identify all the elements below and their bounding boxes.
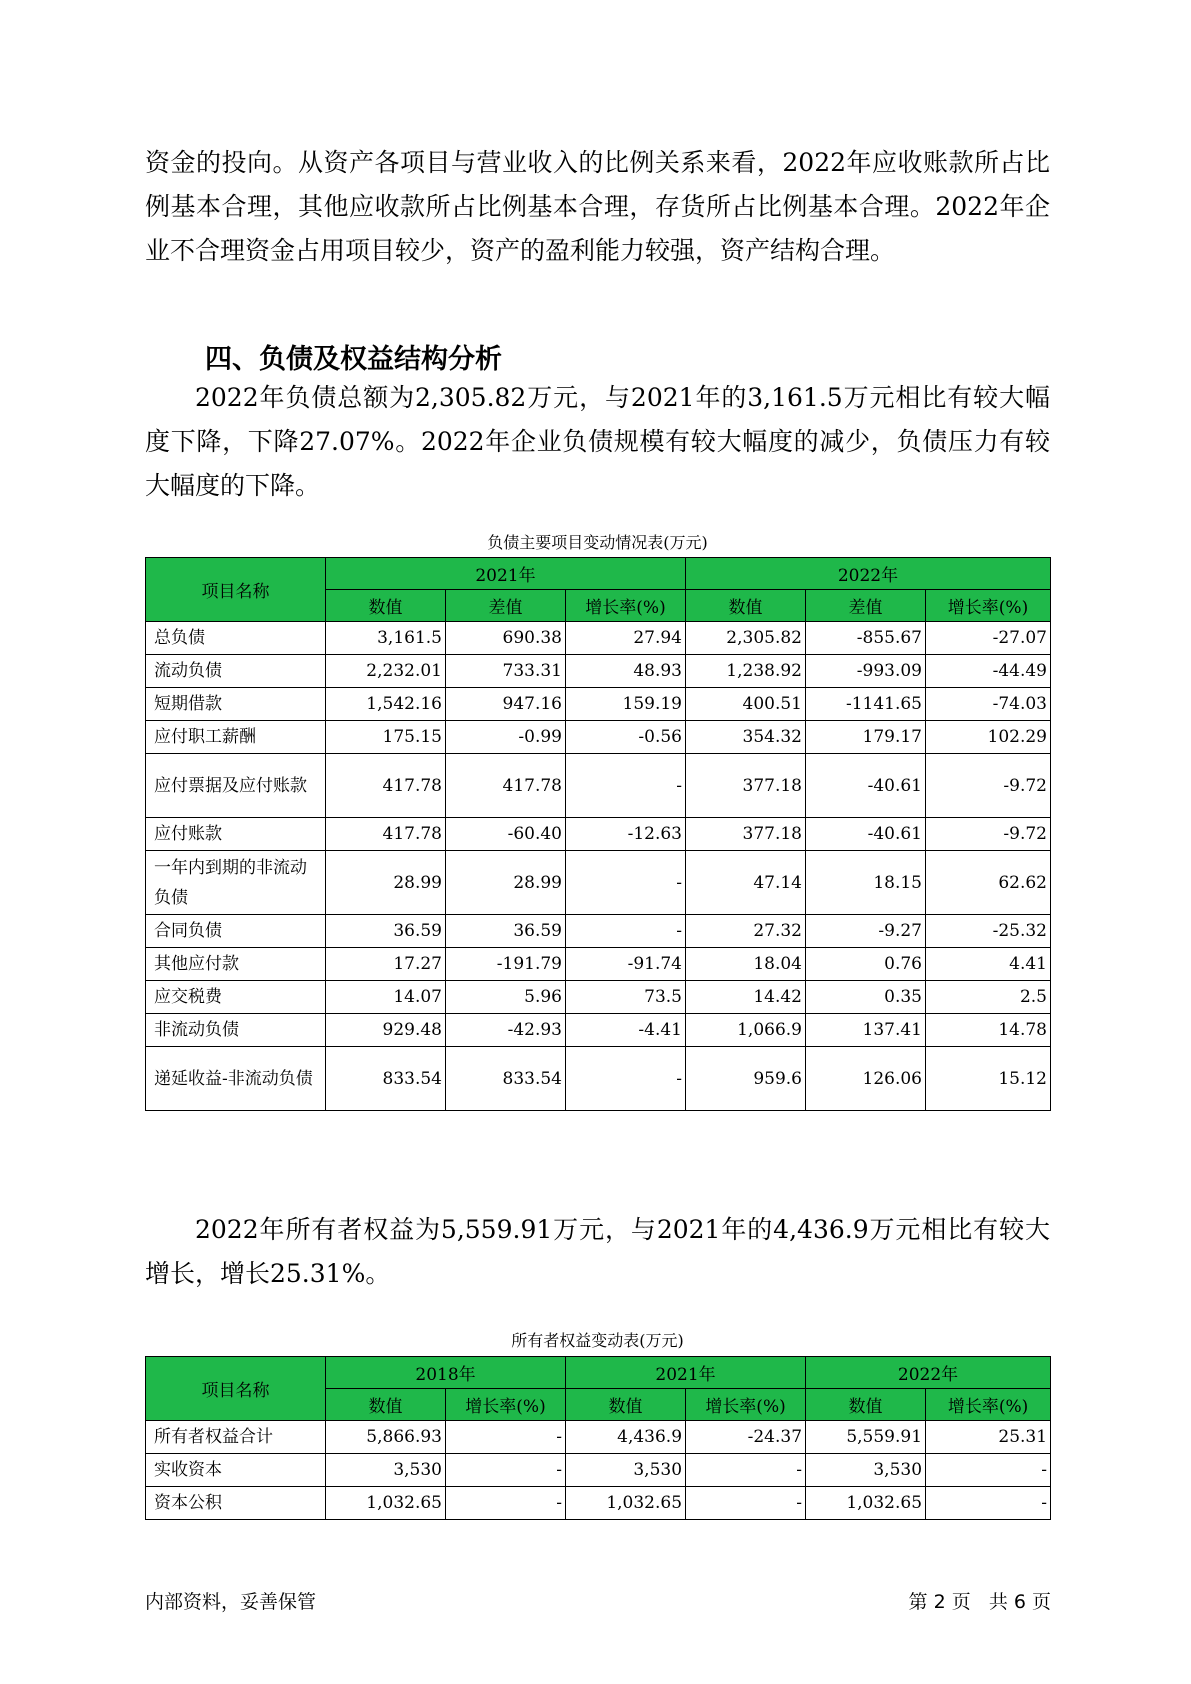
cell-rate: - xyxy=(566,851,686,915)
cell-rate: - xyxy=(446,1487,566,1520)
header-year-2022: 2022年 xyxy=(686,558,1051,590)
cell-diff: 18.15 xyxy=(806,851,926,915)
cell-rate: -74.03 xyxy=(926,688,1051,721)
cell-rate: 62.62 xyxy=(926,851,1051,915)
header-year-2021: 2021年 xyxy=(566,1357,806,1389)
table-row xyxy=(146,622,1051,655)
cell-diff: 690.38 xyxy=(446,622,566,655)
cell-value: 417.78 xyxy=(326,818,446,851)
row-name: 流动负债 xyxy=(146,655,326,688)
row-name: 一年内到期的非流动负债 xyxy=(146,851,326,915)
cell-rate: - xyxy=(566,1047,686,1111)
cell-rate: -44.49 xyxy=(926,655,1051,688)
cell-rate: 2.5 xyxy=(926,981,1051,1014)
row-name: 合同负债 xyxy=(146,915,326,948)
cell-diff: 417.78 xyxy=(446,754,566,818)
cell-rate: -9.72 xyxy=(926,818,1051,851)
header-value: 数值 xyxy=(326,1389,446,1421)
table-row xyxy=(146,1047,1051,1111)
cell-value: 1,066.9 xyxy=(686,1014,806,1047)
header-item-name: 项目名称 xyxy=(146,1357,326,1421)
row-name: 非流动负债 xyxy=(146,1014,326,1047)
cell-value: 417.78 xyxy=(326,754,446,818)
cell-value: 3,530 xyxy=(806,1454,926,1487)
cell-value: 28.99 xyxy=(326,851,446,915)
header-value: 数值 xyxy=(806,1389,926,1421)
cell-diff: 0.35 xyxy=(806,981,926,1014)
header-year-2022: 2022年 xyxy=(806,1357,1051,1389)
footer-confidential-note: 内部资料，妥善保管 xyxy=(145,1591,317,1613)
row-name: 总负债 xyxy=(146,622,326,655)
header-rate: 增长率(%) xyxy=(446,1389,566,1421)
row-name: 短期借款 xyxy=(146,688,326,721)
cell-value: 17.27 xyxy=(326,948,446,981)
cell-value: 3,530 xyxy=(326,1454,446,1487)
row-name: 实收资本 xyxy=(146,1454,326,1487)
table-row xyxy=(146,721,1051,754)
header-year-2021: 2021年 xyxy=(326,558,686,590)
cell-value: 14.07 xyxy=(326,981,446,1014)
cell-rate: - xyxy=(566,754,686,818)
row-name: 其他应付款 xyxy=(146,948,326,981)
cell-diff: -855.67 xyxy=(806,622,926,655)
cell-diff: 0.76 xyxy=(806,948,926,981)
header-rate: 增长率(%) xyxy=(566,590,686,622)
cell-diff: -60.40 xyxy=(446,818,566,851)
paragraph-liabilities: 2022年负债总额为2,305.82万元，与2021年的3,161.5万元相比有较大幅度下降，下降27.07%。2022年企业负债规模有较大幅度的减少，负债压力有较大幅度的下降。 xyxy=(145,383,1050,500)
cell-value: 1,542.16 xyxy=(326,688,446,721)
cell-rate: - xyxy=(926,1487,1051,1520)
table1-caption: 负债主要项目变动情况表(万元) xyxy=(487,533,708,552)
table-row xyxy=(146,948,1051,981)
table-row xyxy=(146,1487,1051,1520)
cell-rate: 4.41 xyxy=(926,948,1051,981)
cell-value: 377.18 xyxy=(686,754,806,818)
header-rate: 增长率(%) xyxy=(686,1389,806,1421)
row-name: 递延收益-非流动负债 xyxy=(146,1047,326,1111)
cell-diff: -0.99 xyxy=(446,721,566,754)
cell-diff: -993.09 xyxy=(806,655,926,688)
cell-value: 929.48 xyxy=(326,1014,446,1047)
row-name: 应付票据及应付账款 xyxy=(146,754,326,818)
header-value: 数值 xyxy=(326,590,446,622)
cell-diff: -9.27 xyxy=(806,915,926,948)
table2-caption: 所有者权益变动表(万元) xyxy=(511,1331,684,1350)
cell-value: 3,161.5 xyxy=(326,622,446,655)
cell-rate: 25.31 xyxy=(926,1421,1051,1454)
header-item-name: 项目名称 xyxy=(146,558,326,622)
cell-rate: -24.37 xyxy=(686,1421,806,1454)
cell-value: 4,436.9 xyxy=(566,1421,686,1454)
cell-diff: -1141.65 xyxy=(806,688,926,721)
cell-value: 2,232.01 xyxy=(326,655,446,688)
cell-rate: -25.32 xyxy=(926,915,1051,948)
cell-diff: -42.93 xyxy=(446,1014,566,1047)
row-name: 应交税费 xyxy=(146,981,326,1014)
cell-rate: - xyxy=(566,915,686,948)
cell-rate: 48.93 xyxy=(566,655,686,688)
cell-value: 377.18 xyxy=(686,818,806,851)
cell-value: 959.6 xyxy=(686,1047,806,1111)
header-value: 数值 xyxy=(566,1389,686,1421)
cell-value: 1,238.92 xyxy=(686,655,806,688)
header-diff: 差值 xyxy=(446,590,566,622)
header-rate: 增长率(%) xyxy=(926,590,1051,622)
cell-value: 1,032.65 xyxy=(806,1487,926,1520)
row-name: 应付职工薪酬 xyxy=(146,721,326,754)
cell-value: 5,866.93 xyxy=(326,1421,446,1454)
cell-value: 18.04 xyxy=(686,948,806,981)
cell-diff: -40.61 xyxy=(806,754,926,818)
table-row xyxy=(146,688,1051,721)
cell-diff: 28.99 xyxy=(446,851,566,915)
header-value: 数值 xyxy=(686,590,806,622)
cell-value: 27.32 xyxy=(686,915,806,948)
cell-value: 2,305.82 xyxy=(686,622,806,655)
cell-rate: - xyxy=(686,1487,806,1520)
cell-value: 14.42 xyxy=(686,981,806,1014)
row-name: 资本公积 xyxy=(146,1487,326,1520)
header-rate: 增长率(%) xyxy=(926,1389,1051,1421)
cell-rate: - xyxy=(446,1421,566,1454)
cell-value: 5,559.91 xyxy=(806,1421,926,1454)
cell-rate: 27.94 xyxy=(566,622,686,655)
cell-value: 354.32 xyxy=(686,721,806,754)
cell-rate: 102.29 xyxy=(926,721,1051,754)
cell-value: 175.15 xyxy=(326,721,446,754)
cell-rate: 15.12 xyxy=(926,1047,1051,1111)
cell-diff: 5.96 xyxy=(446,981,566,1014)
table-row xyxy=(146,851,1051,915)
cell-value: 47.14 xyxy=(686,851,806,915)
header-year-2018: 2018年 xyxy=(326,1357,566,1389)
cell-rate: -27.07 xyxy=(926,622,1051,655)
cell-rate: - xyxy=(686,1454,806,1487)
cell-rate: -0.56 xyxy=(566,721,686,754)
cell-rate: 159.19 xyxy=(566,688,686,721)
footer-page-number: 第 2 页 共 6 页 xyxy=(908,1591,1051,1613)
row-name: 应付账款 xyxy=(146,818,326,851)
cell-rate: -9.72 xyxy=(926,754,1051,818)
cell-rate: -4.41 xyxy=(566,1014,686,1047)
table-row xyxy=(146,1421,1051,1454)
cell-value: 3,530 xyxy=(566,1454,686,1487)
cell-rate: - xyxy=(926,1454,1051,1487)
cell-diff: 137.41 xyxy=(806,1014,926,1047)
cell-diff: 733.31 xyxy=(446,655,566,688)
header-diff: 差值 xyxy=(806,590,926,622)
table-row xyxy=(146,1454,1051,1487)
cell-diff: 179.17 xyxy=(806,721,926,754)
cell-value: 36.59 xyxy=(326,915,446,948)
cell-rate: -12.63 xyxy=(566,818,686,851)
table-row xyxy=(146,655,1051,688)
table-row xyxy=(146,754,1051,818)
cell-rate: - xyxy=(446,1454,566,1487)
table-row xyxy=(146,981,1051,1014)
paragraph-asset-structure: 资金的投向。从资产各项目与营业收入的比例关系来看，2022年应收账款所占比例基本合理，其他应收款所占比例基本合理，存货所占比例基本合理。2022年企业不合理资金占用项目较少，资产的盈利能力较强，资产结构合理。 xyxy=(145,148,1050,265)
section-heading: 四、负债及权益结构分析 xyxy=(205,344,502,375)
cell-diff: -191.79 xyxy=(446,948,566,981)
cell-diff: 36.59 xyxy=(446,915,566,948)
equity-table xyxy=(145,1356,1051,1520)
cell-diff: -40.61 xyxy=(806,818,926,851)
paragraph-equity: 2022年所有者权益为5,559.91万元，与2021年的4,436.9万元相比有较大增长，增长25.31%。 xyxy=(145,1215,1050,1288)
row-name: 所有者权益合计 xyxy=(146,1421,326,1454)
table-row xyxy=(146,1014,1051,1047)
liabilities-table xyxy=(145,557,1051,1111)
cell-value: 1,032.65 xyxy=(326,1487,446,1520)
cell-value: 400.51 xyxy=(686,688,806,721)
cell-rate: 73.5 xyxy=(566,981,686,1014)
cell-diff: 833.54 xyxy=(446,1047,566,1111)
table-row xyxy=(146,915,1051,948)
cell-rate: -91.74 xyxy=(566,948,686,981)
table-row xyxy=(146,818,1051,851)
cell-value: 833.54 xyxy=(326,1047,446,1111)
cell-diff: 947.16 xyxy=(446,688,566,721)
cell-rate: 14.78 xyxy=(926,1014,1051,1047)
cell-value: 1,032.65 xyxy=(566,1487,686,1520)
cell-diff: 126.06 xyxy=(806,1047,926,1111)
